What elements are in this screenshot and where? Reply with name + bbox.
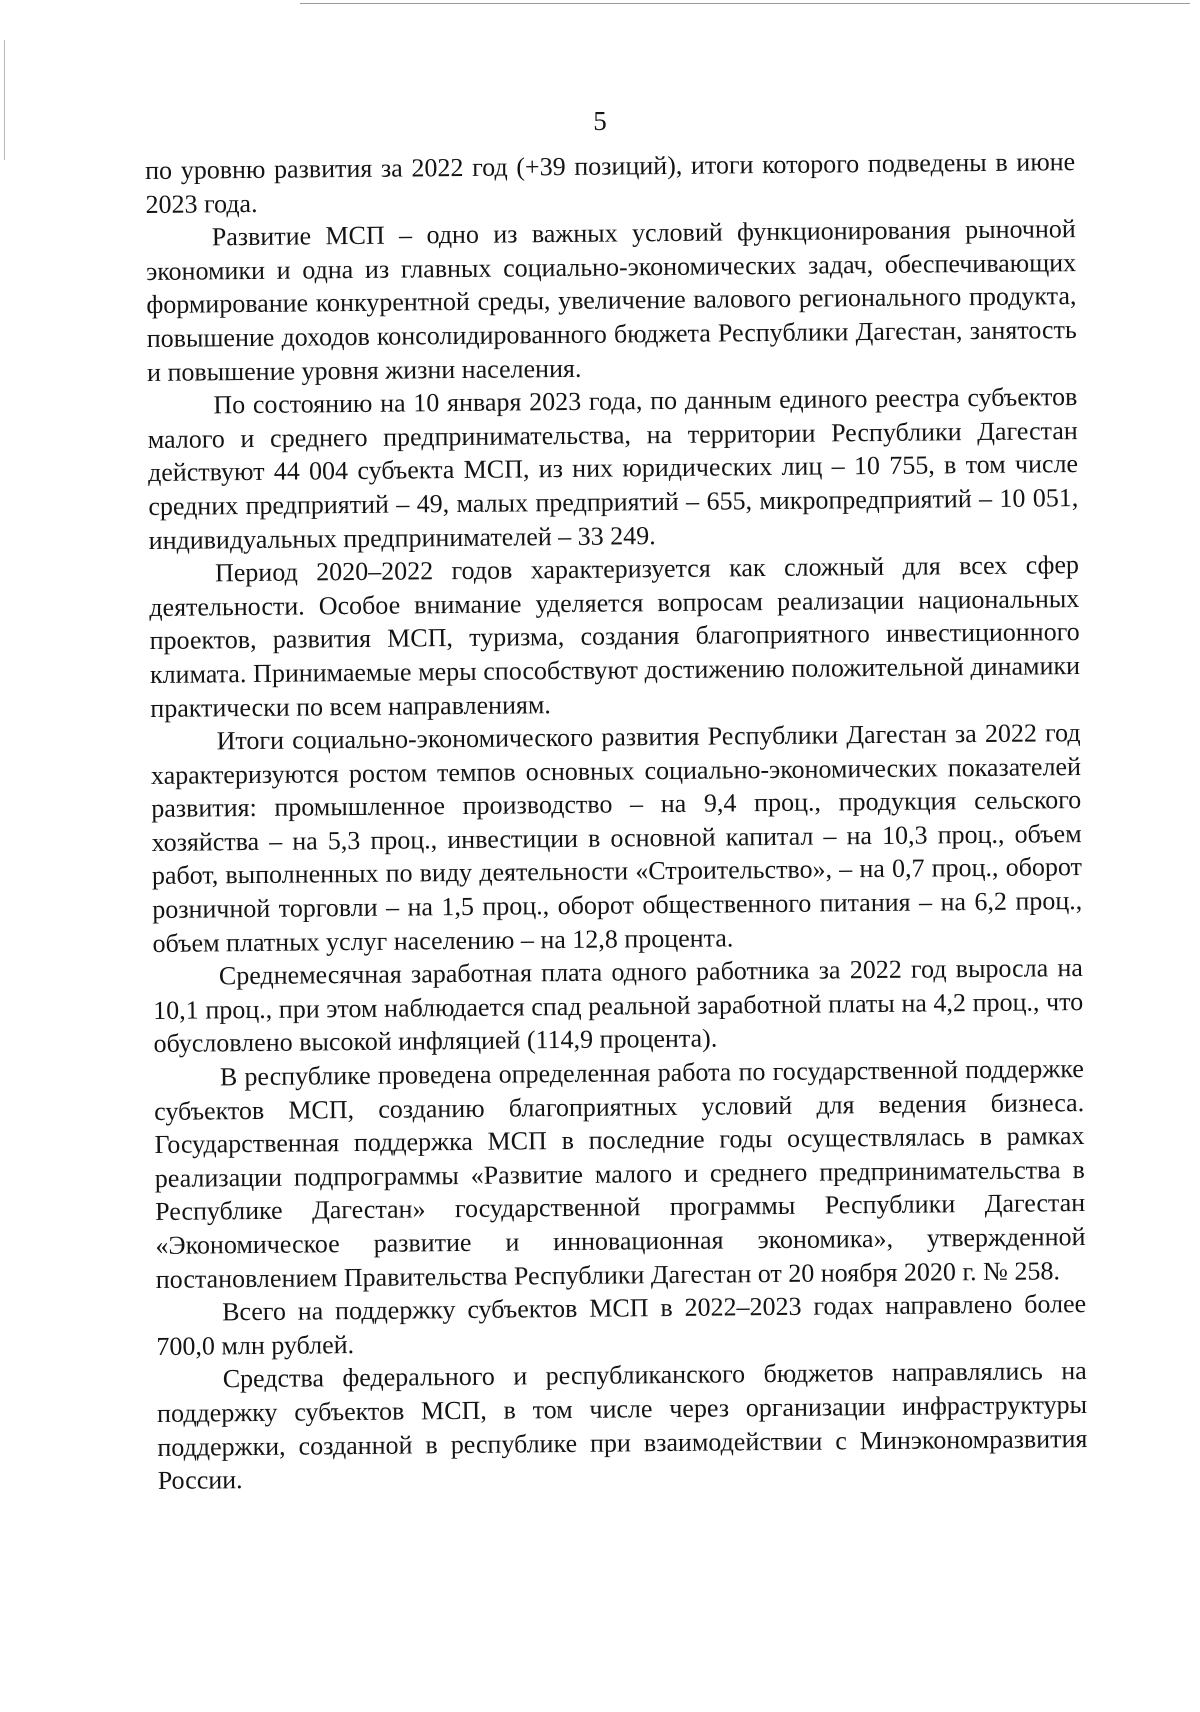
paragraph-msp-registry: По состоянию на 10 января 2023 года, по данным единого реестра субъектов малого и среднего предпринимательства, на территории Республики Дагестан действуют 44 004 субъекта МСП, из них юридических лиц – 10 755, в том числе средних предприятий – 49, малых предприятий – 655, микропредприятий – 10 051, индивидуальных предпринимателей – 33 249. — [147, 382, 1079, 555]
paragraph-state-support: В республике проведена определенная работа по государственной поддержке субъектов МСП, созданию благоприятных условий для ведения бизнеса. Государственная поддержка МСП в последние годы осуществлялась в рамках реализации подпрограммы «Развитие малого и среднего предпринимательства в Республике Дагестан» государственной программы Республики Дагестан «Экономическое развитие и инновационная экономика», утвержденной постановлением Правительства Республики Дагестан от 20 ноября 2020 г. № 258. — [154, 1054, 1086, 1294]
paragraph-budget-funds: Средства федерального и республиканского бюджетов направлялись на поддержку субъектов МСП, в том числе через организации инфраструктуры поддержки, созданной в республике при взаимодействии с Минэкономразвития России. — [156, 1356, 1088, 1496]
paragraph-economic-results: Итоги социально-экономического развития Республики Дагестан за 2022 год характеризуются ростом темпов основных социально-экономических показателей развития: промышленное производство – на 9,4 проц., продукция сельского хозяйства – на 5,3 проц., инвестиции в основной капитал – на 10,3 проц., объем работ, выполненных по виду деятельности «Строительство», – на 0,7 проц., оборот розничной торговли – на 1,5 проц., оборот общественного питания – на 6,2 проц., объем платных услуг населению – на 12,8 процента. — [150, 718, 1083, 958]
body-text — [145, 145, 1088, 1498]
paragraph-support-total: Всего на поддержку субъектов МСП в 2022–2023 годах направлено более 700,0 млн рублей. — [156, 1289, 1087, 1361]
scan-edge-left-line — [4, 40, 5, 160]
page-number: 5 — [593, 106, 607, 136]
scan-edge-top-line — [300, 3, 1190, 4]
paragraph-average-salary: Среднемесячная заработная плата одного работника за 2022 год выросла на 10,1 проц., при этом наблюдается спад реальной заработной платы на 4,2 проц., что обусловлено высокой инфляцией (114,9 процента). — [153, 953, 1084, 1059]
paragraph-continued: по уровню развития за 2022 год (+39 позиций), итоги которого подведены в июне 2023 года. — [145, 147, 1076, 219]
paragraph-period-2020-2022: Период 2020–2022 годов характеризуется как сложный для всех сфер деятельности. Особое внимание уделяется вопросам реализации национальных проектов, развития МСП, туризма, создания благоприятного инвестиционного климата. Принимаемые меры способствуют достижению положительной динамики практически по всем направлениям. — [149, 550, 1081, 723]
paragraph-msp-development: Развитие МСП – одно из важных условий функционирования рыночной экономики и одна из главных социально-экономических задач, обеспечивающих формирование конкурентной среды, увеличение валового регионального продукта, повышение доходов консолидированного бюджета Республики Дагестан, занятость и повышение уровня жизни населения. — [145, 214, 1077, 387]
